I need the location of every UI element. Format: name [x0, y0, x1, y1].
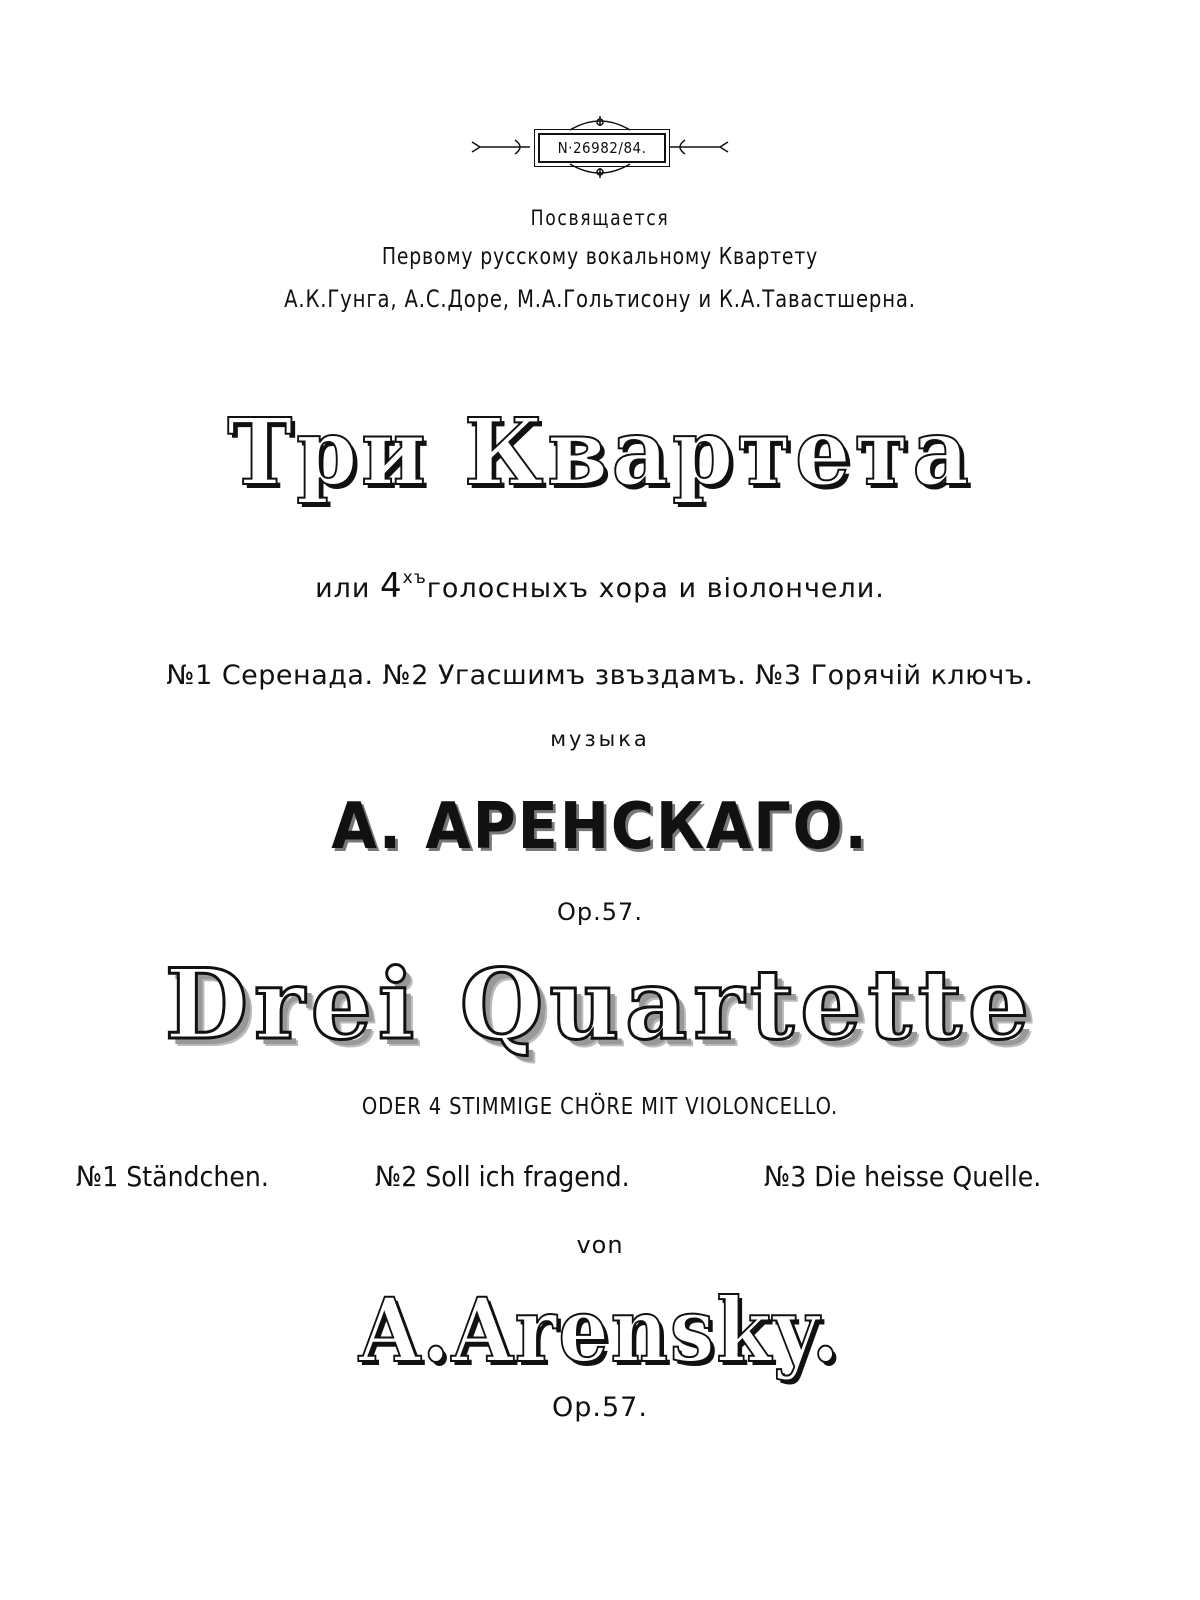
title-german: Drei Quartette — [164, 948, 1036, 1061]
piece-german-1: №1 Ständchen. — [76, 1160, 269, 1193]
subtitle-russian-rest: голосныхъ хора и віолончели. — [426, 573, 885, 604]
music-by-label: музыка — [550, 727, 650, 751]
plate-number: N·26982/84. — [538, 133, 666, 163]
opus-russian: Op.57. — [557, 898, 643, 926]
subtitle-russian-number: 4 — [380, 566, 403, 606]
title-russian: Три Квартета — [227, 398, 973, 506]
subtitle-russian — [0, 566, 1200, 606]
pieces-russian: №1 Серенада. №2 Угасшимъ звъздамъ. №3 Горячій ключъ. — [166, 660, 1034, 691]
composer-german: A.Arensky. — [358, 1278, 842, 1382]
piece-german-3: №3 Die heisse Quelle. — [764, 1160, 1042, 1193]
composer-russian: А. АРЕНСКАГО. — [331, 790, 869, 864]
von-label: von — [576, 1231, 624, 1259]
subtitle-russian-prefix: или — [315, 573, 381, 604]
subtitle-russian-superscript: хъ — [402, 568, 427, 588]
subtitle-german: ODER 4 STIMMIGE CHÖRE MIT VIOLONCELLO. — [361, 1094, 839, 1120]
dedication-line-3: А.К.Гунга, А.С.Доре, М.А.Гольтисону и К.А.Тавастшерна. — [284, 285, 916, 313]
opus-german: Op.57. — [552, 1392, 648, 1423]
dedication-line-1: Посвящается — [530, 206, 670, 230]
dedication-line-2: Первому русскому вокальному Квартету — [381, 244, 819, 270]
piece-german-2: №2 Soll ich fragend. — [375, 1160, 630, 1193]
